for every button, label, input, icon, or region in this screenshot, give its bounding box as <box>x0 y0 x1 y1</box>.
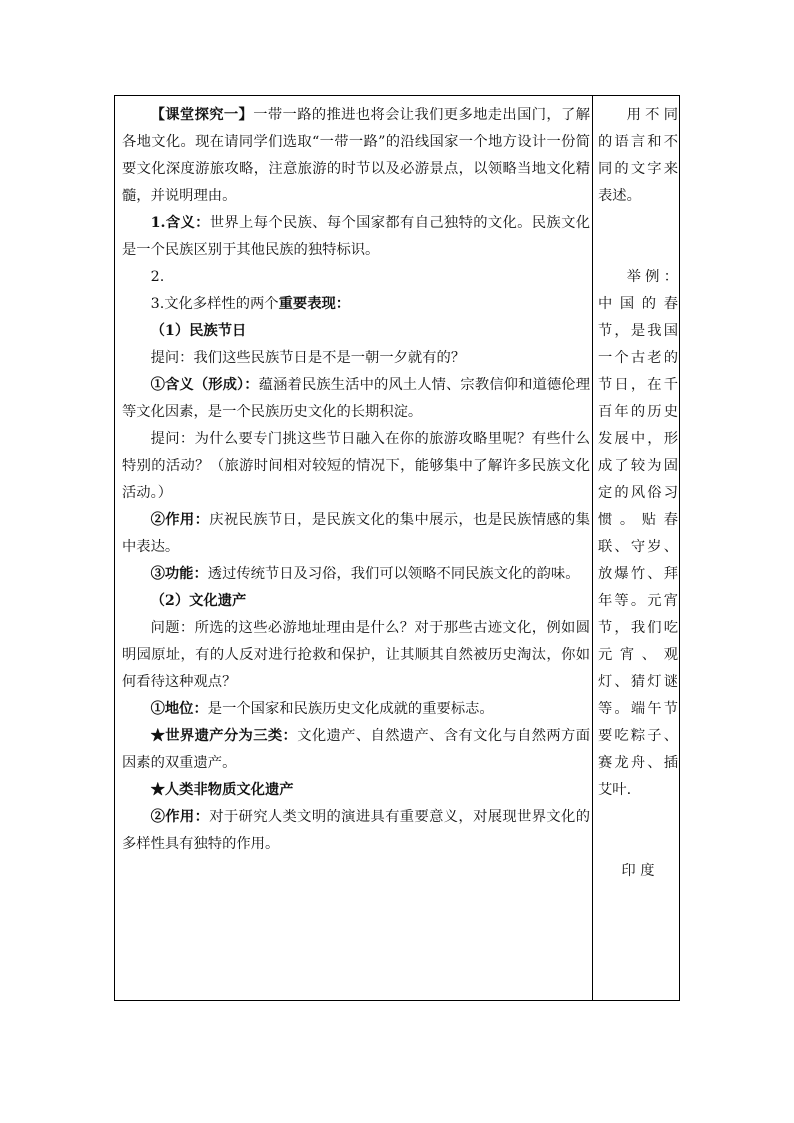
intangible-heritage-heading: ★人类非物质文化遗产 <box>150 782 294 798</box>
note-india: 印 度 <box>621 863 655 879</box>
diversity-heading: 3.文化多样性的两个重要表现： <box>150 296 351 312</box>
heritage-status: ①地位：是一个国家和民族历史文化成就的重要标志。 <box>150 701 494 717</box>
festival-function: ③功能：透过传统节日及习俗，我们可以领略不同民族文化的韵味。 <box>150 566 580 582</box>
heritage-heading: （2）文化遗产 <box>150 593 247 609</box>
lesson-table <box>114 95 680 1001</box>
festival-question-1: 提问：我们这些民族节日是不是一朝一夕就有的？ <box>150 350 466 366</box>
meaning-paragraph <box>122 210 590 264</box>
meaning-text: 世界上每个民族、每个国家都有自己独特的文化。民族文化是一个民族区别于其他民族的独特标识。 <box>122 215 590 258</box>
inquiry-heading: 【课堂探究一】 <box>150 107 254 123</box>
festival-question-2: 提问：为什么要专门挑这些节日融入在你的旅游攻略里呢？有些什么特别的活动？（旅游时间相对较短的情况下，能够集中了解许多民族文化活动。） <box>122 431 590 501</box>
column-divider <box>592 96 593 1000</box>
inquiry-paragraph <box>122 102 590 210</box>
festival-heading: （1）民族节日 <box>150 323 247 339</box>
main-content-column <box>122 102 590 858</box>
world-heritage-types: ★世界遗产分为三类：文化遗产、自然遗产、含有文化与自然两方面因素的双重遗产。 <box>122 728 591 771</box>
meaning-heading: 1.含义： <box>150 215 210 231</box>
note-examples: 举例：中国的春节，是我国一个古老的节日，在千百年的历史发展中，形成了较为固定的风俗习惯。贴春联、守岁、放爆竹、拜年等。元宵节，我们吃元宵、观灯、猜灯谜等。端午节要吃粽子、赛龙舟、插艾叶. <box>598 269 678 798</box>
inquiry-text: 一带一路的推进也将会让我们更多地走出国门，了解各地文化。现在请同学们选取“一带一路”的沿线国家一个地方设计一份简要文化深度游旅攻略，注意旅游的时节以及必游景点，以领略当地文化精髓，并说明理由。 <box>122 107 591 204</box>
notes-column <box>598 102 678 885</box>
heritage-role: ②作用：对于研究人类文明的演进具有重要意义，对展现世界文化的多样性具有独特的作用。 <box>122 809 591 852</box>
note-expression: 用不同的语言和不同的文字来表述。 <box>598 107 678 204</box>
item-2: 2. <box>150 269 165 285</box>
festival-meaning: ①含义（形成）：蕴涵着民族生活中的风土人情、宗教信仰和道德伦理等文化因素，是一个民族历史文化的长期积淀。 <box>122 377 590 420</box>
heritage-question: 问题：所选的这些必游地址理由是什么？对于那些古迹文化，例如圆明园原址，有的人反对进行抢救和保护，让其顺其自然被历史淘汰，你如何看待这种观点？ <box>122 620 590 690</box>
festival-role: ②作用：庆祝民族节日，是民族文化的集中展示，也是民族情感的集中表达。 <box>122 512 591 555</box>
